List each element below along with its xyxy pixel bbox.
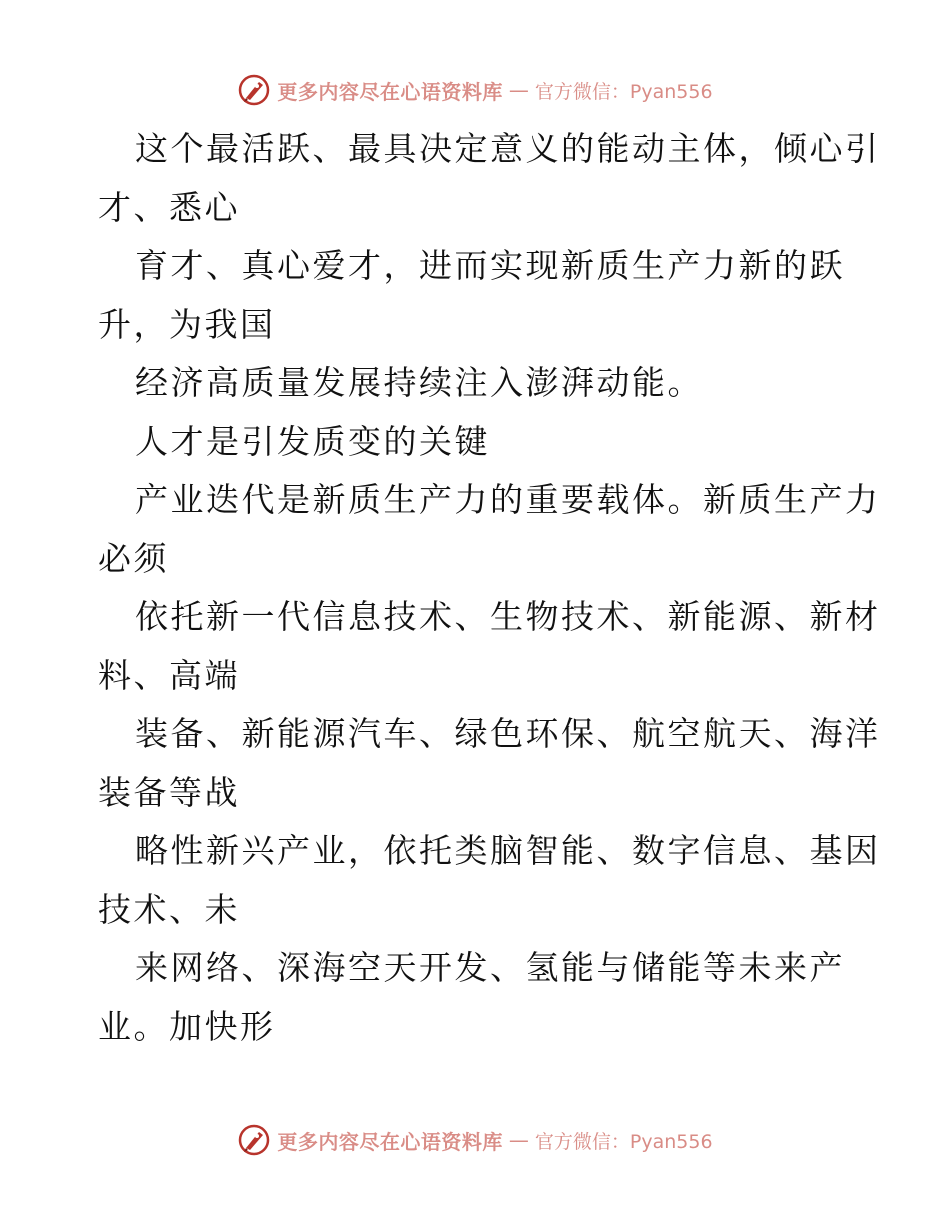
footer-watermark xyxy=(0,1120,950,1160)
text-line: 来网络、深海空天开发、氢能与储能等未来产 xyxy=(135,948,845,987)
watermark-main-text: 更多内容尽在心语资料库 xyxy=(277,79,503,104)
text-line: 才、悉心 xyxy=(98,187,240,227)
quill-logo-icon xyxy=(237,1123,271,1157)
watermark-dash: — xyxy=(508,78,529,102)
section-heading: 人才是引发质变的关键 xyxy=(135,421,490,461)
text-line: 育才、真心爱才，进而实现新质生产力新的跃 xyxy=(135,246,845,285)
watermark-wechat-text: 官方微信：Pyan556 xyxy=(534,80,713,103)
text-line: 必须 xyxy=(98,538,169,578)
text-line: 升，为我国 xyxy=(98,304,276,344)
text-line: 略性新兴产业，依托类脑智能、数字信息、基因 xyxy=(135,831,881,870)
document-body xyxy=(98,120,881,1056)
text-line: 业。加快形 xyxy=(98,1006,276,1046)
watermark-dash: — xyxy=(508,1128,529,1152)
header-watermark xyxy=(0,70,950,110)
text-line: 产业迭代是新质生产力的重要载体。新质生产力 xyxy=(135,480,881,519)
quill-logo-icon xyxy=(237,73,271,107)
text-line: 料、高端 xyxy=(98,655,240,695)
text-line: 依托新一代信息技术、生物技术、新能源、新材 xyxy=(135,597,881,636)
text-line: 技术、未 xyxy=(98,889,240,929)
watermark-main-text: 更多内容尽在心语资料库 xyxy=(277,1129,503,1154)
text-line: 经济高质量发展持续注入澎湃动能。 xyxy=(135,363,703,402)
text-line: 装备等战 xyxy=(98,772,240,812)
text-line: 装备、新能源汽车、绿色环保、航空航天、海洋 xyxy=(135,714,881,753)
text-line: 这个最活跃、最具决定意义的能动主体，倾心引 xyxy=(135,129,881,168)
watermark-wechat-text: 官方微信：Pyan556 xyxy=(534,1130,713,1153)
